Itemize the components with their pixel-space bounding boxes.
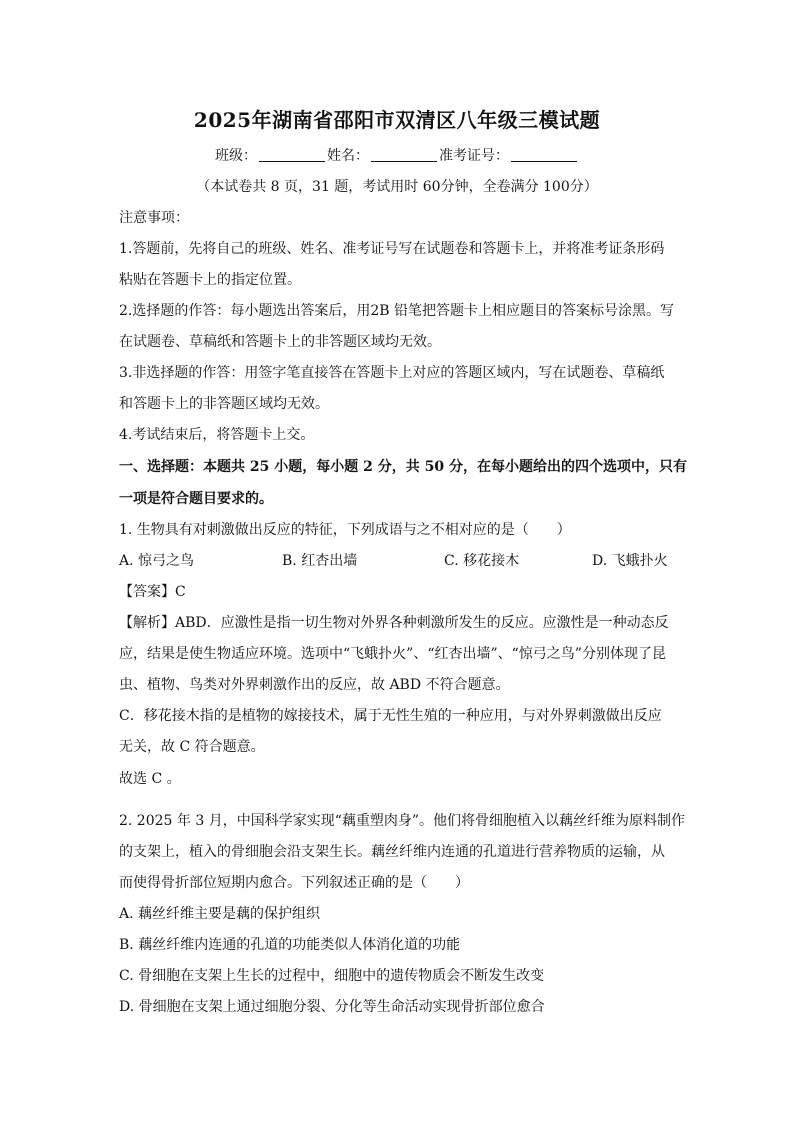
exam-no-label: 准考证号： xyxy=(439,148,509,164)
student-info-line xyxy=(0,145,794,165)
section-heading: 一项是符合题目要求的。 xyxy=(119,491,273,507)
option-d: D. 飞蛾扑火 xyxy=(592,553,668,569)
option-c: C. 移花接木 xyxy=(444,553,520,569)
notice-line: 3.非选择题的作答：用签字笔直接答在答题卡上对应的答题区域内，写在试题卷、草稿纸 xyxy=(119,365,665,381)
question-1-answer: 【答案】C xyxy=(119,584,186,600)
analysis-line: 虫、植物、鸟类对外界刺激作出的反应，故 ABD 不符合题意。 xyxy=(119,677,510,693)
notice-line: 2.选择题的作答：每小题选出答案后，用2B 铅笔把答题卡上相应题目的答案标号涂黑。写 xyxy=(119,303,675,319)
section-heading: 一、选择题：本题共 25 小题，每小题 2 分，共 50 分，在每小题给出的四个选项中，只有 xyxy=(119,459,687,475)
option-a: A. 惊弓之鸟 xyxy=(119,553,195,569)
notice-line: 4.考试结束后，将答题卡上交。 xyxy=(119,427,315,443)
notice-line: 在试题卷、草稿纸和答题卡上的非答题区域均无效。 xyxy=(119,334,441,350)
question-2-stem: 的支架上，植入的骨细胞会沿支架生长。藕丝纤维内连通的孔道进行营养物质的运输，从 xyxy=(119,844,665,860)
option-a: A. 藕丝纤维主要是藕的保护组织 xyxy=(119,906,321,922)
analysis-line: 应，结果是使生物适应环境。选项中“飞蛾扑火”、“红杏出墙”、“惊弓之鸟”分别体现了昆 xyxy=(119,646,666,662)
analysis-line: C．移花接木指的是植物的嫁接技术，属于无性生殖的一种应用，与对外界刺激做出反应 xyxy=(119,708,662,724)
analysis-line: 故选 C 。 xyxy=(119,771,181,787)
analysis-line: 【解析】ABD．应激性是指一切生物对外界各种刺激所发生的反应。应激性是一种动态反 xyxy=(119,615,669,631)
class-blank[interactable] xyxy=(259,147,325,162)
notice-line: 和答题卡上的非答题区域均无效。 xyxy=(119,396,329,412)
option-d: D. 骨细胞在支架上通过细胞分裂、分化等生命活动实现骨折部位愈合 xyxy=(119,999,545,1015)
question-2-stem: 而使得骨折部位短期内愈合。下列叙述正确的是（ ） xyxy=(119,875,469,891)
option-c: C. 骨细胞在支架上生长的过程中，细胞中的遗传物质会不断发生改变 xyxy=(119,968,545,984)
question-2-stem: 2. 2025 年 3 月，中国科学家实现“藕重塑肉身”。他们将骨细胞植入以藕丝纤维为原料制作 xyxy=(119,813,686,829)
page-title: 2025年湖南省邵阳市双清区八年级三模试题 xyxy=(193,108,601,132)
exam-no-blank[interactable] xyxy=(511,147,577,162)
analysis-line: 无关，故 C 符合题意。 xyxy=(119,739,265,755)
name-label: 姓名： xyxy=(327,148,369,164)
option-b: B. 藕丝纤维内连通的孔道的功能类似人体消化道的功能 xyxy=(119,937,461,953)
question-1-stem: 1. 生物具有对刺激做出反应的特征，下列成语与之不相对应的是（ ） xyxy=(119,522,571,538)
notice-line: 粘贴在答题卡上的指定位置。 xyxy=(119,272,301,288)
name-blank[interactable] xyxy=(371,147,437,162)
exam-note: （本试卷共 8 页，31 题，考试用时 60分钟，全卷满分 100分） xyxy=(196,179,598,195)
class-label: 班级： xyxy=(215,148,257,164)
notice-line: 1.答题前，先将自己的班级、姓名、准考证号写在试题卷和答题卡上，并将准考证条形码 xyxy=(119,241,665,257)
notice-heading: 注意事项： xyxy=(119,210,189,226)
option-b: B. 红杏出墙 xyxy=(282,553,358,569)
